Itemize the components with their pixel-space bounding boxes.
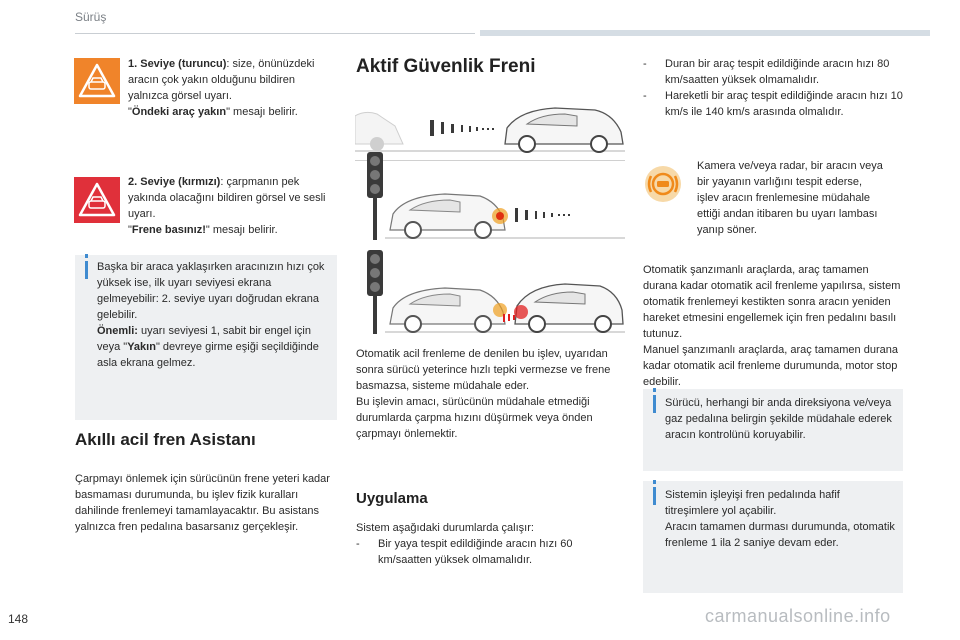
usage-item-1: - Bir yaya tespit edildiğinde aracın hızı 60 km/saatten yüksek olmamalıdır.: [356, 538, 573, 566]
usage-heading: Uygulama: [356, 490, 428, 507]
info-note-driver: Sürücü, herhangi bir anda direksiyona ve/veya gaz pedalına belirgin şekilde müdahale ederek aracın kontrolünü koruyabilir.: [643, 389, 903, 471]
watermark: carmanualsonline.info: [705, 606, 891, 626]
level2-description: 2. Seviye (kırmızı): çarpmanın pek yakında olacağını bildiren görsel ve sesli uyarı. "Frene basınız!" mesajı belirir.: [128, 176, 326, 236]
orange-warning-icon: [74, 58, 120, 104]
info-note-left: Başka bir araca yaklaşırken aracınızın hızı çok yüksek ise, ilk uyarı seviyesi ekrana gelmeyebilir: 2. seviye uyarı doğrudan ekrana gelebilir. Önemli: uyarı seviyesi 1, sabit bir engel için veya "Yakın" devreye girme eşiği seçildiğinde asla ekrana gelmez.: [75, 255, 337, 420]
red-warning-icon: [74, 177, 120, 223]
aeb-description: Otomatik acil frenleme de denilen bu işlev, uyarıdan sonra sürücü yeterince hızlı tepki vermezse ve frene basmazsa, sisteme müdahale eder. Bu işlevin amacı, sürücünün müdahale etmediği durumlarda çarpma hızını düşürmek veya önden çarpmayı önlemektir.: [356, 348, 611, 440]
section-title: Sürüş: [75, 10, 107, 24]
info-note-vibration: Sistemin işleyişi fren pedalında hafif titreşimlere yol açabilir. Aracın tamamen durması durumunda, otomatik frenleme 1 ila 2 saniye devam eder.: [643, 481, 903, 593]
lamp-description: Kamera ve/veya radar, bir aracın veya bir yayanın varlığını tespit ederse, işlev aracın frenlemesine müdahale ettiği andan itibaren bu uyarı lambası yanıp söner.: [697, 160, 883, 236]
main-heading: Aktif Güvenlik Freni: [356, 56, 536, 77]
level1-description: 1. Seviye (turuncu): size, önünüzdeki aracın çok yakın olduğunu bildiren yalnızca görsel uyarı. "Öndeki araç yakın" mesajı belirir.: [128, 58, 315, 118]
scene-emergency-braking: [355, 248, 625, 338]
assist-heading: Akıllı acil fren Asistanı: [75, 430, 256, 449]
aeb-warning-lamp-icon: [643, 164, 683, 204]
level1-title: 1. Seviye (turuncu): [128, 58, 227, 70]
usage-intro: Sistem aşağıdaki durumlarda çalışır:: [356, 522, 534, 534]
header-bar: [480, 30, 930, 36]
transmission-text: Otomatik şanzımanlı araçlarda, araç tamamen durana kadar otomatik acil frenleme yapılırsa, sistem otomatik frenlemeyi kestikten sonra aracın yeniden hareket etmesini engellemek için fren pedalını basılı tutunuz. Manuel şanzımanlı araçlarda, araç tamamen durana kadar otomatik acil frenleme durumunda, motor stop edebilir.: [643, 264, 901, 388]
info-icon: [653, 487, 656, 505]
page-header: [0, 0, 960, 40]
level2-message: Frene basınız!: [131, 224, 206, 236]
assist-text: Çarpmayı önlemek için sürücünün frene yeteri kadar basmaması durumunda, bu işlev fizik kuralları dahilinde frenlemeyi tamamlayacaktır. Bu asistans yalnızca fren pedalına basarsanız gerçekleşir.: [75, 473, 330, 533]
info-icon: [85, 261, 88, 279]
page-number: 148: [8, 612, 29, 626]
level2-title: 2. Seviye (kırmızı): [128, 176, 221, 188]
header-divider: [75, 33, 475, 34]
usage-item-2: - Duran bir araç tespit edildiğinde aracın hızı 80 km/saatten yüksek olmamalıdır.: [643, 58, 890, 86]
usage-item-3: - Hareketli bir araç tespit edildiğinde aracın hızı 10 km/s ile 140 km/s arasında olmalıdır.: [643, 90, 903, 118]
scene-orange-warning: [355, 150, 625, 245]
level1-message: Öndeki araç yakın: [131, 106, 227, 118]
info-icon: [653, 395, 656, 413]
scene-following-distance: [355, 96, 625, 158]
